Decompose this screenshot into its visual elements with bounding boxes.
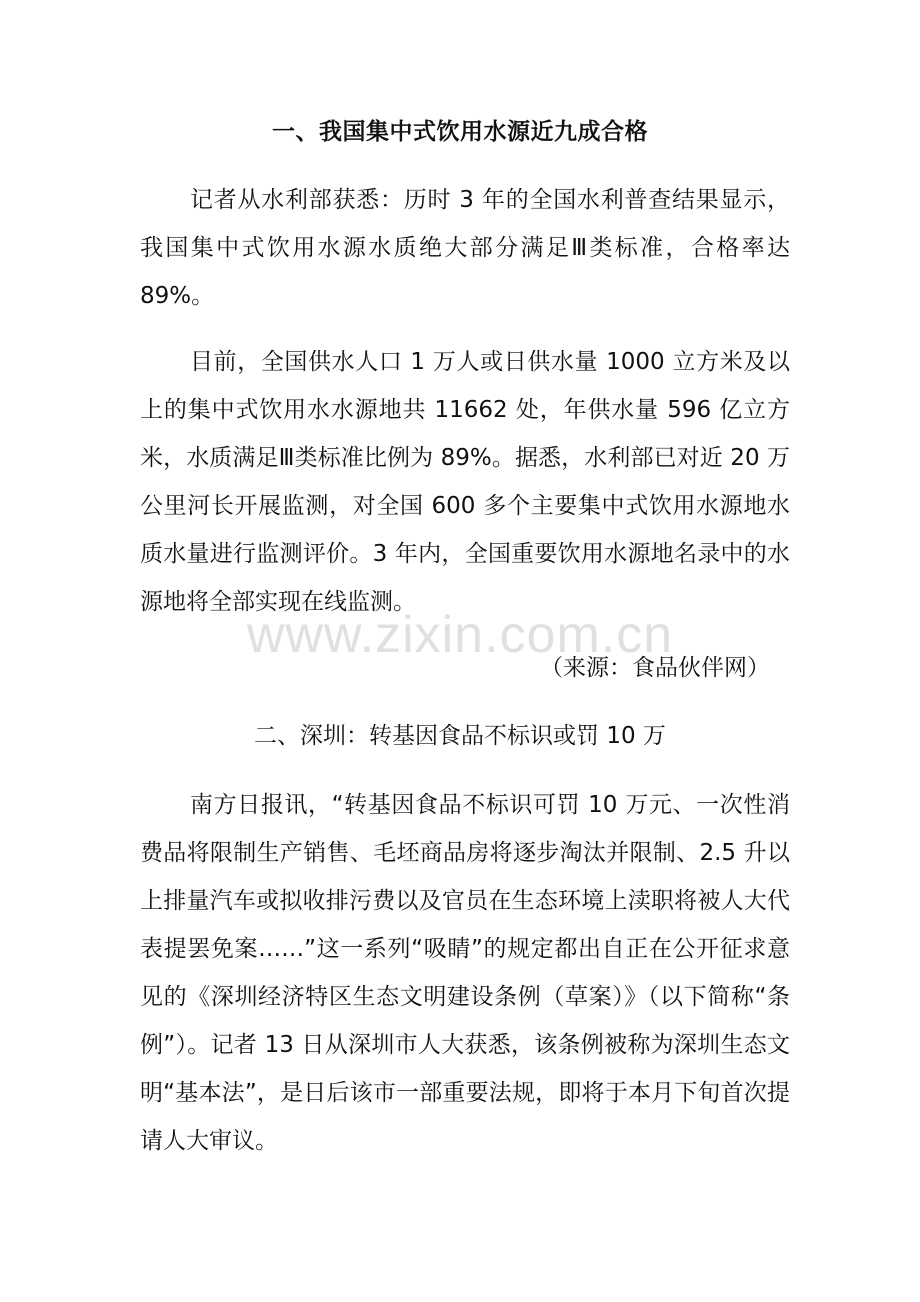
section1-source: （来源：食品伙伴网） [540, 655, 770, 681]
section2-paragraph-1: 南方日报讯，“转基因食品不标识可罚 10 万元、一次性消费品将限制生产销售、毛坯商品房将逐步淘汰并限制、2.5 升以上排量汽车或拟收排污费以及官员在生态环境上渎职将被人大代表提罢免案……”这一系列“吸睛”的规定都出自正在公开征求意见的《深圳经济特区生态文明建设条例（草案）》（以下简称“条例”）。记者 13 日从深圳市人大获悉，该条例被称为深圳生态文明“基本法”，是日后该市一部重要法规，即将于本月下旬首次提请人大审议。 [140, 792, 790, 1154]
section1-paragraph-1: 记者从水利部获悉：历时 3 年的全国水利普查结果显示，我国集中式饮用水源水质绝大部分满足Ⅲ类标准，合格率达 89%。 [140, 187, 790, 309]
section1-paragraph-2: 目前，全国供水人口 1 万人或日供水量 1000 立方米及以上的集中式饮用水水源地共 11662 处，年供水量 596 亿立方米，水质满足Ⅲ类标准比例为 89%。据悉，水利部已对近 20 万公里河长开展监测，对全国 600 多个主要集中式饮用水源地水质水量进行监测评价。3 年内，全国重要饮用水源地名录中的水源地将全部实现在线监测。 [140, 349, 790, 615]
watermark-text: www.zixin.com.cn [246, 606, 674, 664]
section1-heading: 一、我国集中式饮用水源近九成合格 [272, 119, 648, 145]
section2-heading: 二、深圳：转基因食品不标识或罚 10 万 [254, 723, 666, 749]
